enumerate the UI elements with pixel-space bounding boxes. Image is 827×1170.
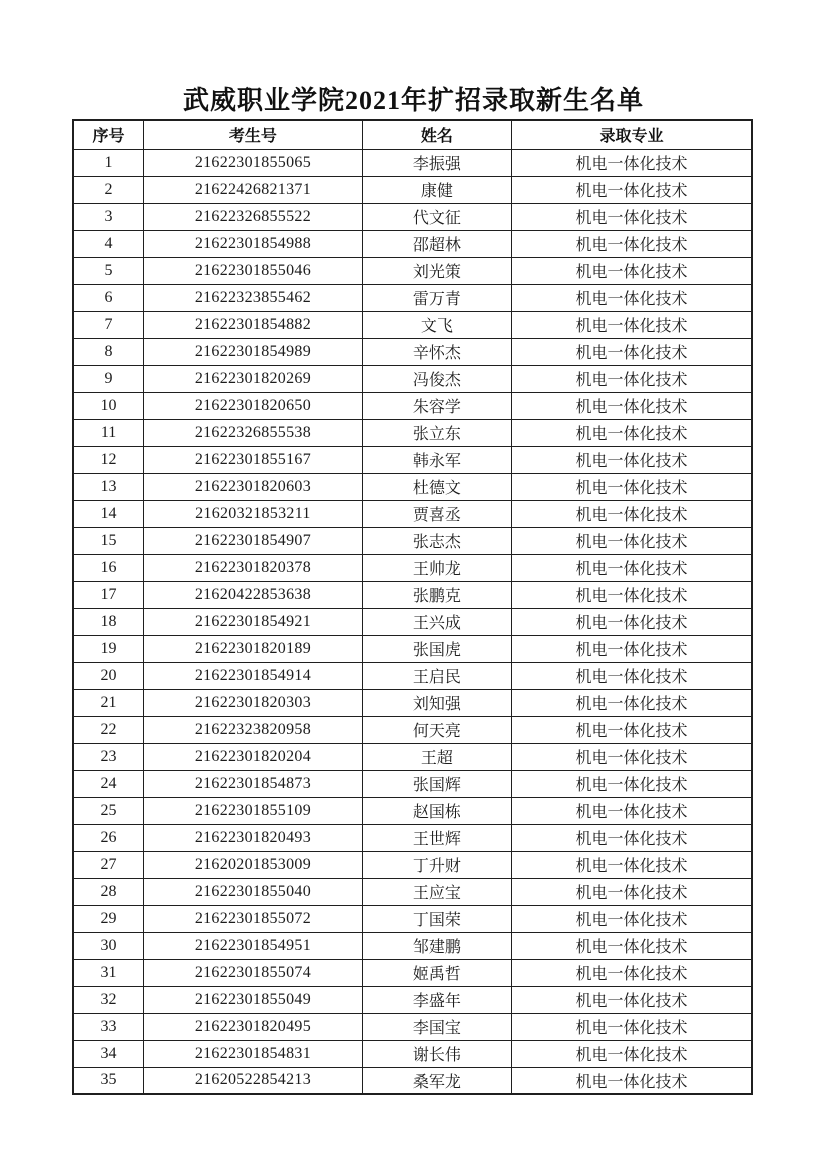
cell-serial-number: 30 <box>73 932 144 959</box>
cell-serial-number: 4 <box>73 230 144 257</box>
cell-major: 机电一体化技术 <box>512 338 752 365</box>
cell-candidate-no: 21622301855065 <box>144 149 363 176</box>
cell-candidate-no: 21622301820189 <box>144 635 363 662</box>
cell-serial-number: 27 <box>73 851 144 878</box>
table-row <box>73 257 752 284</box>
cell-student-name: 康健 <box>362 176 511 203</box>
cell-candidate-no: 21622301854873 <box>144 770 363 797</box>
cell-serial-number: 7 <box>73 311 144 338</box>
cell-student-name: 邹建鹏 <box>362 932 511 959</box>
cell-candidate-no: 21622301820495 <box>144 1013 363 1040</box>
table-row <box>73 608 752 635</box>
table-row <box>73 743 752 770</box>
cell-serial-number: 35 <box>73 1067 144 1094</box>
table-row <box>73 581 752 608</box>
cell-student-name: 邵超林 <box>362 230 511 257</box>
table-row <box>73 338 752 365</box>
cell-candidate-no: 21622301855072 <box>144 905 363 932</box>
cell-major: 机电一体化技术 <box>512 662 752 689</box>
cell-student-name: 王兴成 <box>362 608 511 635</box>
cell-student-name: 张立东 <box>362 419 511 446</box>
table-row <box>73 527 752 554</box>
cell-student-name: 文飞 <box>362 311 511 338</box>
cell-candidate-no: 21622301854831 <box>144 1040 363 1067</box>
cell-serial-number: 12 <box>73 446 144 473</box>
cell-major: 机电一体化技术 <box>512 608 752 635</box>
cell-major: 机电一体化技术 <box>512 1040 752 1067</box>
cell-candidate-no: 21622301820303 <box>144 689 363 716</box>
cell-serial-number: 28 <box>73 878 144 905</box>
column-header-major: 录取专业 <box>512 120 752 149</box>
cell-student-name: 姬禹哲 <box>362 959 511 986</box>
cell-serial-number: 24 <box>73 770 144 797</box>
cell-serial-number: 9 <box>73 365 144 392</box>
cell-major: 机电一体化技术 <box>512 392 752 419</box>
cell-student-name: 贾喜丞 <box>362 500 511 527</box>
cell-major: 机电一体化技术 <box>512 797 752 824</box>
column-header-name: 姓名 <box>362 120 511 149</box>
cell-candidate-no: 21622301855074 <box>144 959 363 986</box>
cell-serial-number: 18 <box>73 608 144 635</box>
cell-candidate-no: 21622301820269 <box>144 365 363 392</box>
table-row <box>73 284 752 311</box>
cell-major: 机电一体化技术 <box>512 959 752 986</box>
cell-candidate-no: 21622301855167 <box>144 446 363 473</box>
cell-candidate-no: 21622301854951 <box>144 932 363 959</box>
cell-major: 机电一体化技术 <box>512 257 752 284</box>
table-row <box>73 878 752 905</box>
cell-serial-number: 29 <box>73 905 144 932</box>
cell-major: 机电一体化技术 <box>512 905 752 932</box>
cell-candidate-no: 21622301820603 <box>144 473 363 500</box>
table-row <box>73 500 752 527</box>
cell-candidate-no: 21622323820958 <box>144 716 363 743</box>
cell-student-name: 杜德文 <box>362 473 511 500</box>
cell-candidate-no: 21622426821371 <box>144 176 363 203</box>
table-row <box>73 446 752 473</box>
cell-student-name: 桑军龙 <box>362 1067 511 1094</box>
cell-student-name: 丁升财 <box>362 851 511 878</box>
page-title: 武威职业学院2021年扩招录取新生名单 <box>182 86 644 115</box>
cell-candidate-no: 21622301855046 <box>144 257 363 284</box>
cell-serial-number: 31 <box>73 959 144 986</box>
table-row <box>73 419 752 446</box>
cell-serial-number: 32 <box>73 986 144 1013</box>
cell-candidate-no: 21622301854882 <box>144 311 363 338</box>
cell-major: 机电一体化技术 <box>512 1067 752 1094</box>
cell-candidate-no: 21622326855538 <box>144 419 363 446</box>
cell-serial-number: 8 <box>73 338 144 365</box>
cell-major: 机电一体化技术 <box>512 770 752 797</box>
cell-candidate-no: 21622301820650 <box>144 392 363 419</box>
cell-serial-number: 14 <box>73 500 144 527</box>
cell-candidate-no: 21622301820493 <box>144 824 363 851</box>
cell-student-name: 张国辉 <box>362 770 511 797</box>
cell-major: 机电一体化技术 <box>512 500 752 527</box>
table-row <box>73 203 752 230</box>
cell-major: 机电一体化技术 <box>512 878 752 905</box>
cell-serial-number: 22 <box>73 716 144 743</box>
cell-serial-number: 10 <box>73 392 144 419</box>
cell-candidate-no: 21622323855462 <box>144 284 363 311</box>
cell-student-name: 王帅龙 <box>362 554 511 581</box>
cell-serial-number: 16 <box>73 554 144 581</box>
cell-student-name: 王世辉 <box>362 824 511 851</box>
cell-serial-number: 11 <box>73 419 144 446</box>
cell-student-name: 刘知强 <box>362 689 511 716</box>
table-row <box>73 473 752 500</box>
cell-major: 机电一体化技术 <box>512 473 752 500</box>
cell-major: 机电一体化技术 <box>512 554 752 581</box>
cell-candidate-no: 21620321853211 <box>144 500 363 527</box>
cell-student-name: 雷万青 <box>362 284 511 311</box>
column-header-candidate-no: 考生号 <box>144 120 363 149</box>
cell-serial-number: 3 <box>73 203 144 230</box>
table-row <box>73 986 752 1013</box>
table-row <box>73 716 752 743</box>
cell-serial-number: 20 <box>73 662 144 689</box>
table-row <box>73 230 752 257</box>
cell-candidate-no: 21622326855522 <box>144 203 363 230</box>
table-row <box>73 770 752 797</box>
table-row <box>73 851 752 878</box>
cell-major: 机电一体化技术 <box>512 365 752 392</box>
cell-major: 机电一体化技术 <box>512 311 752 338</box>
cell-student-name: 李振强 <box>362 149 511 176</box>
cell-student-name: 张国虎 <box>362 635 511 662</box>
cell-candidate-no: 21622301855109 <box>144 797 363 824</box>
cell-candidate-no: 21620422853638 <box>144 581 363 608</box>
cell-serial-number: 19 <box>73 635 144 662</box>
cell-major: 机电一体化技术 <box>512 1013 752 1040</box>
cell-serial-number: 34 <box>73 1040 144 1067</box>
table-row <box>73 824 752 851</box>
cell-candidate-no: 21622301854921 <box>144 608 363 635</box>
cell-student-name: 冯俊杰 <box>362 365 511 392</box>
table-row <box>73 1013 752 1040</box>
cell-major: 机电一体化技术 <box>512 824 752 851</box>
cell-serial-number: 6 <box>73 284 144 311</box>
cell-serial-number: 21 <box>73 689 144 716</box>
table-row <box>73 1040 752 1067</box>
table-row <box>73 392 752 419</box>
admission-table <box>72 119 753 1095</box>
table-row <box>73 554 752 581</box>
table-row <box>73 959 752 986</box>
cell-major: 机电一体化技术 <box>512 716 752 743</box>
cell-major: 机电一体化技术 <box>512 176 752 203</box>
table-row <box>73 365 752 392</box>
cell-student-name: 刘光策 <box>362 257 511 284</box>
cell-serial-number: 33 <box>73 1013 144 1040</box>
table-row <box>73 905 752 932</box>
header-row <box>73 120 752 149</box>
cell-candidate-no: 21622301820204 <box>144 743 363 770</box>
cell-student-name: 韩永军 <box>362 446 511 473</box>
cell-serial-number: 17 <box>73 581 144 608</box>
cell-major: 机电一体化技术 <box>512 149 752 176</box>
cell-student-name: 朱容学 <box>362 392 511 419</box>
cell-serial-number: 23 <box>73 743 144 770</box>
cell-candidate-no: 21622301855040 <box>144 878 363 905</box>
cell-candidate-no: 21620522854213 <box>144 1067 363 1094</box>
table-row <box>73 635 752 662</box>
cell-student-name: 代文征 <box>362 203 511 230</box>
cell-major: 机电一体化技术 <box>512 446 752 473</box>
cell-major: 机电一体化技术 <box>512 689 752 716</box>
cell-student-name: 王超 <box>362 743 511 770</box>
cell-serial-number: 5 <box>73 257 144 284</box>
cell-student-name: 谢长伟 <box>362 1040 511 1067</box>
cell-serial-number: 1 <box>73 149 144 176</box>
cell-major: 机电一体化技术 <box>512 230 752 257</box>
cell-major: 机电一体化技术 <box>512 203 752 230</box>
cell-major: 机电一体化技术 <box>512 419 752 446</box>
cell-major: 机电一体化技术 <box>512 284 752 311</box>
cell-candidate-no: 21622301854988 <box>144 230 363 257</box>
cell-major: 机电一体化技术 <box>512 932 752 959</box>
table-row <box>73 797 752 824</box>
table-row <box>73 311 752 338</box>
cell-serial-number: 25 <box>73 797 144 824</box>
cell-major: 机电一体化技术 <box>512 986 752 1013</box>
cell-student-name: 张志杰 <box>362 527 511 554</box>
column-header-no: 序号 <box>73 120 144 149</box>
cell-student-name: 辛怀杰 <box>362 338 511 365</box>
table-row <box>73 932 752 959</box>
cell-candidate-no: 21622301820378 <box>144 554 363 581</box>
cell-student-name: 赵国栋 <box>362 797 511 824</box>
table-row <box>73 662 752 689</box>
table-row <box>73 176 752 203</box>
cell-candidate-no: 21622301854989 <box>144 338 363 365</box>
cell-serial-number: 26 <box>73 824 144 851</box>
cell-student-name: 何天亮 <box>362 716 511 743</box>
cell-serial-number: 13 <box>73 473 144 500</box>
cell-student-name: 张鹏克 <box>362 581 511 608</box>
table-row <box>73 1067 752 1094</box>
table-row <box>73 689 752 716</box>
cell-major: 机电一体化技术 <box>512 851 752 878</box>
cell-major: 机电一体化技术 <box>512 743 752 770</box>
cell-student-name: 王启民 <box>362 662 511 689</box>
cell-student-name: 李国宝 <box>362 1013 511 1040</box>
cell-student-name: 李盛年 <box>362 986 511 1013</box>
cell-student-name: 王应宝 <box>362 878 511 905</box>
cell-major: 机电一体化技术 <box>512 527 752 554</box>
table-row <box>73 149 752 176</box>
cell-candidate-no: 21622301854907 <box>144 527 363 554</box>
cell-major: 机电一体化技术 <box>512 581 752 608</box>
cell-student-name: 丁国荣 <box>362 905 511 932</box>
cell-serial-number: 15 <box>73 527 144 554</box>
cell-candidate-no: 21622301855049 <box>144 986 363 1013</box>
cell-candidate-no: 21620201853009 <box>144 851 363 878</box>
cell-candidate-no: 21622301854914 <box>144 662 363 689</box>
cell-serial-number: 2 <box>73 176 144 203</box>
cell-major: 机电一体化技术 <box>512 635 752 662</box>
